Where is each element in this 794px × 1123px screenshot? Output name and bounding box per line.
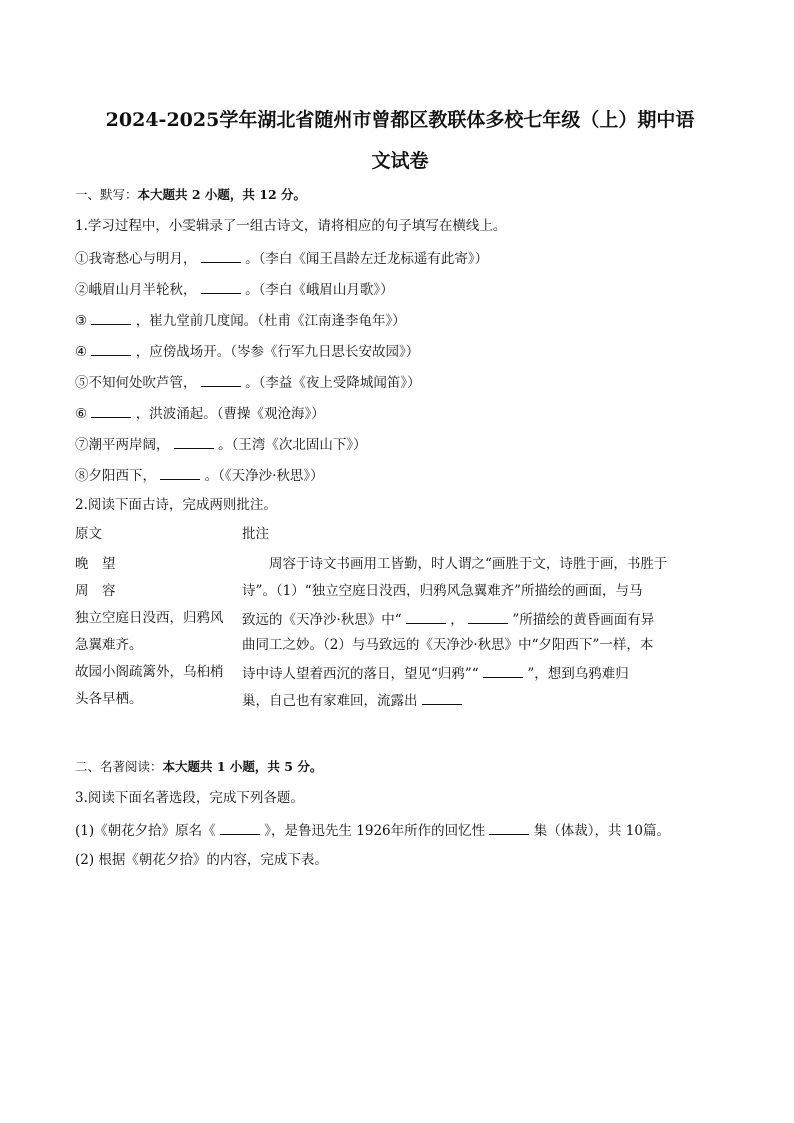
note-line: 曲同工之妙。（2）与马致远的《天净沙·秋思》中“夕阳西下”一样，本 <box>242 637 654 653</box>
q3-stem: 3.阅读下面名著选段，完成下列各题。 <box>75 790 304 806</box>
answer-blank[interactable] <box>483 663 523 678</box>
q1-item-5: ⑤不知何处吹芦管， 。（李益《夜上受降城闻笛》） <box>75 372 421 392</box>
answer-blank[interactable] <box>489 820 529 835</box>
answer-blank[interactable] <box>91 310 131 325</box>
answer-blank[interactable] <box>422 690 462 705</box>
answer-blank[interactable] <box>201 372 241 387</box>
poem-line: 急翼难齐。 <box>75 637 143 653</box>
note-line: 致远的《天净沙·秋思》中“ ， ”所描绘的黄昏画面有异 <box>242 609 654 629</box>
q1-item-6: ⑥ ，洪波涌起。（曹操《观沧海》） <box>75 403 325 423</box>
section2-header <box>75 758 322 776</box>
answer-blank[interactable] <box>201 279 241 294</box>
answer-blank[interactable] <box>220 820 260 835</box>
section1-desc: 本大题共 2 小题，共 12 分。 <box>137 187 307 202</box>
section1-header <box>75 186 306 204</box>
poem-line: 故园小阁疏篱外，乌桕梢 <box>75 664 224 680</box>
q1-item-4: ④ ，应傍战场开。（岑参《行军九日思长安故园》） <box>75 341 419 361</box>
section1-heading: 一、默写： <box>75 187 138 202</box>
col-original-header: 原文 <box>75 526 102 542</box>
answer-blank[interactable] <box>91 341 131 356</box>
q1-item-7: ⑦潮平两岸阔， 。（王湾《次北固山下》） <box>75 434 367 454</box>
note-line: 巢，自己也有家难回，流露出 <box>242 690 462 710</box>
section2-desc: 本大题共 1 小题，共 5 分。 <box>162 759 323 774</box>
poem-author: 周 容 <box>75 583 116 599</box>
poem-line: 头各早栖。 <box>75 691 143 707</box>
page-title-line2: 文试卷 <box>371 150 429 172</box>
col-note-header: 批注 <box>242 526 269 542</box>
page-title-line1: 2024-2025学年湖北省随州市曾都区教联体多校七年级（上）期中语 <box>105 109 695 131</box>
q1-item-1: ①我寄愁心与明月， 。（李白《闻王昌龄左迁龙标遥有此寄》） <box>75 248 488 268</box>
poem-line: 独立空庭日没西，归鸦风 <box>75 610 224 626</box>
note-line: 诗”。（1）“独立空庭日没西，归鸦风急翼难齐”所描绘的画面，与马 <box>242 583 643 599</box>
q1-item-8: ⑧夕阳西下， 。（《天净沙·秋思》） <box>75 465 324 485</box>
q2-stem: 2.阅读下面古诗，完成两则批注。 <box>75 497 277 513</box>
q3-sub2: (2) 根据《朝花夕拾》的内容，完成下表。 <box>75 852 328 868</box>
answer-blank[interactable] <box>174 434 214 449</box>
answer-blank[interactable] <box>160 465 200 480</box>
answer-blank[interactable] <box>91 403 131 418</box>
note-line: 诗中诗人望着西沉的落日，望见“归鸦”“ ”，想到乌鸦难归 <box>242 663 629 683</box>
note-line: 周容于诗文书画用工皆勤，时人谓之“画胜于文，诗胜于画，书胜于 <box>269 556 668 572</box>
q3-sub1: (1)《朝花夕拾》原名《 》，是鲁迅先生 1926年所作的回忆性 集（体裁），共 10篇。 <box>75 820 670 840</box>
section2-heading: 二、名著阅读： <box>75 759 163 774</box>
answer-blank[interactable] <box>406 609 446 624</box>
q1-item-3: ③ ，崔九堂前几度闻。（杜甫《江南逢李龟年》） <box>75 310 406 330</box>
poem-title: 晚 望 <box>75 556 116 572</box>
q1-item-2: ②峨眉山月半轮秋， 。（李白《峨眉山月歌》） <box>75 279 394 299</box>
q1-stem: 1.学习过程中，小雯辑录了一组古诗文，请将相应的句子填写在横线上。 <box>75 218 507 234</box>
answer-blank[interactable] <box>468 609 508 624</box>
answer-blank[interactable] <box>201 248 241 263</box>
